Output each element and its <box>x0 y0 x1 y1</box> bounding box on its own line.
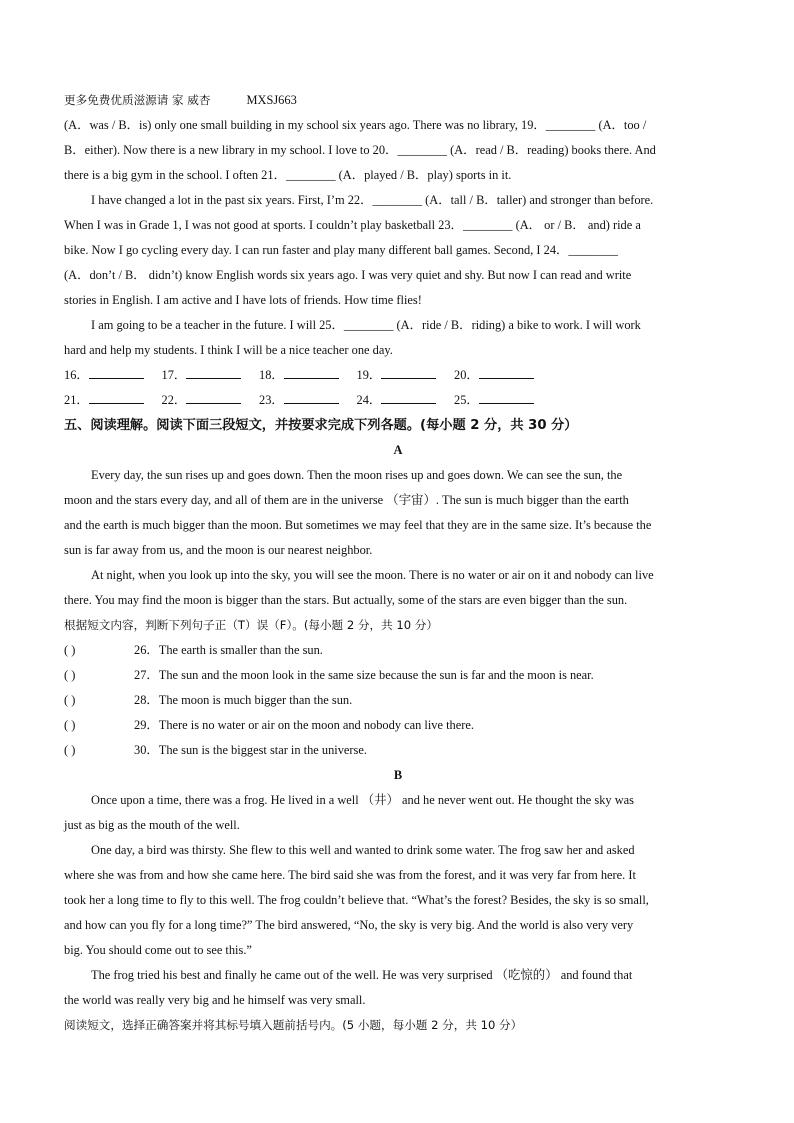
text-line: When I was in Grade 1, I was not good at sports. I couldn’t play basketball 23．________ (A． or / B． and) ride a <box>64 218 641 232</box>
text-line: where she was from and how she came here. The bird said she was from the forest, and it was very far from here. It <box>64 868 636 882</box>
text-line: sun is far away from us, and the moon is our nearest neighbor. <box>64 543 373 557</box>
answer-row <box>64 363 732 388</box>
instruction-text: 根据短文内容，判断下列句子正（T）误（F）。(每小题 2 分，共 10 分） <box>64 618 438 632</box>
section-title: 五、阅读理解。阅读下面三段短文，并按要求完成下列各题。(每小题 2 分，共 30 分） <box>64 418 578 433</box>
answer-blank[interactable] <box>64 363 162 388</box>
text-line: and how can you fly for a long time?” The bird answered, “No, the sky is very big. And the world is also very very <box>64 918 634 932</box>
text-line: One day, a bird was thirsty. She flew to this well and wanted to drink some water. The frog saw her and asked <box>91 843 635 857</box>
answer-blank[interactable] <box>357 363 455 388</box>
answer-number: 23． <box>259 393 284 407</box>
text-line: Every day, the sun rises up and goes down. Then the moon rises up and goes down. We can see the sun, the <box>91 468 623 482</box>
text-line: B．either). Now there is a new library in my school. I love to 20．________ (A．read / B．reading) books there. And <box>64 143 656 157</box>
text-line: At night, when you look up into the sky, you will see the moon. There is no water or air on it and nobody can live <box>91 568 654 582</box>
text-line: stories in English. I am active and I have lots of friends. How time flies! <box>64 293 422 307</box>
question-row <box>64 638 732 663</box>
text-line: big. You should come out to see this.” <box>64 943 252 957</box>
answer-number: 25． <box>454 393 479 407</box>
question-text: 29．There is no water or air on the moon and nobody can live there. <box>134 718 474 732</box>
text-line: took her a long time to fly to this well. The frog couldn’t believe that. “What’s the forest? Besides, the sky is so small, <box>64 893 649 907</box>
question-row <box>64 688 732 713</box>
question-row <box>64 738 732 763</box>
answer-paren[interactable]: ( ) <box>64 718 76 732</box>
answer-paren[interactable]: ( ) <box>64 643 76 657</box>
text-line: moon and the stars every day, and all of them are in the universe （宇宙）. The sun is much bigger than the earth <box>64 493 629 507</box>
question-row <box>64 663 732 688</box>
answer-paren[interactable]: ( ) <box>64 743 76 757</box>
text-line: Once upon a time, there was a frog. He lived in a well （井） and he never went out. He thought the sky was <box>91 793 634 807</box>
question-text: 26．The earth is smaller than the sun. <box>134 643 323 657</box>
answer-paren[interactable]: ( ) <box>64 668 76 682</box>
passage-label-a: A <box>393 443 403 457</box>
text-line: and the earth is much bigger than the moon. But sometimes we may feel that they are in the same size. It’s because the <box>64 518 652 532</box>
text-line: I have changed a lot in the past six years. First, I’m 22．________ (A．tall / B．taller) and stronger than before. <box>91 193 654 207</box>
answer-number: 18． <box>259 368 284 382</box>
header-code: MXSJ663 <box>246 93 297 107</box>
answer-number: 24． <box>356 393 382 407</box>
text-line: I am going to be a teacher in the future. I will 25．________ (A．ride / B．riding) a bike to work. I will work <box>91 318 641 332</box>
answer-blank[interactable] <box>64 388 162 413</box>
passage-label-b: B <box>393 768 403 782</box>
text-line: The frog tried his best and finally he came out of the well. He was very surprised （吃惊的） and found that <box>91 968 633 982</box>
answer-blank[interactable] <box>454 363 552 388</box>
answer-blank[interactable] <box>259 388 357 413</box>
document-page <box>64 88 732 1038</box>
answer-blank[interactable] <box>357 388 455 413</box>
text-line: there. You may find the moon is bigger than the stars. But actually, some of the stars are even bigger than the sun. <box>64 593 628 607</box>
answer-number: 17． <box>161 368 187 382</box>
text-line: bike. Now I go cycling every day. I can run faster and play many different ball games. Second, I 24．________ <box>64 243 618 257</box>
answer-paren[interactable]: ( ) <box>64 693 76 707</box>
answer-number: 21． <box>64 393 89 407</box>
text-line: the world was really very big and he himself was very small. <box>64 993 366 1007</box>
header-text: 更多免费优质滋源请 家 威杏 <box>64 93 211 107</box>
answer-blank[interactable] <box>454 388 552 413</box>
answer-number: 16． <box>64 368 89 382</box>
answer-blank[interactable] <box>162 363 260 388</box>
text-line: (A．don’t / B． didn’t) know English words six years ago. I was very quiet and shy. But now I can read and write <box>64 268 632 282</box>
question-text: 27．The sun and the moon look in the same size because the sun is far and the moon is near. <box>134 668 594 682</box>
instruction-text: 阅读短文，选择正确答案并将其标号填入题前括号内。(5 小题，每小题 2 分，共 10 分） <box>64 1018 523 1032</box>
answer-blank[interactable] <box>259 363 357 388</box>
question-text: 30．The sun is the biggest star in the universe. <box>134 743 367 757</box>
header-line <box>64 88 732 113</box>
answer-number: 19． <box>356 368 382 382</box>
answer-row <box>64 388 732 413</box>
question-text: 28．The moon is much bigger than the sun. <box>134 693 353 707</box>
text-line: (A．was / B．is) only one small building in my school six years ago. There was no library, 19．________ (A．too / <box>64 118 647 132</box>
answer-blank[interactable] <box>162 388 260 413</box>
answer-number: 20． <box>454 368 479 382</box>
answer-number: 22． <box>161 393 187 407</box>
question-row <box>64 713 732 738</box>
text-line: there is a big gym in the school. I often 21．________ (A．played / B．play) sports in it. <box>64 168 512 182</box>
text-line: just as big as the mouth of the well. <box>64 818 240 832</box>
text-line: hard and help my students. I think I will be a nice teacher one day. <box>64 343 393 357</box>
